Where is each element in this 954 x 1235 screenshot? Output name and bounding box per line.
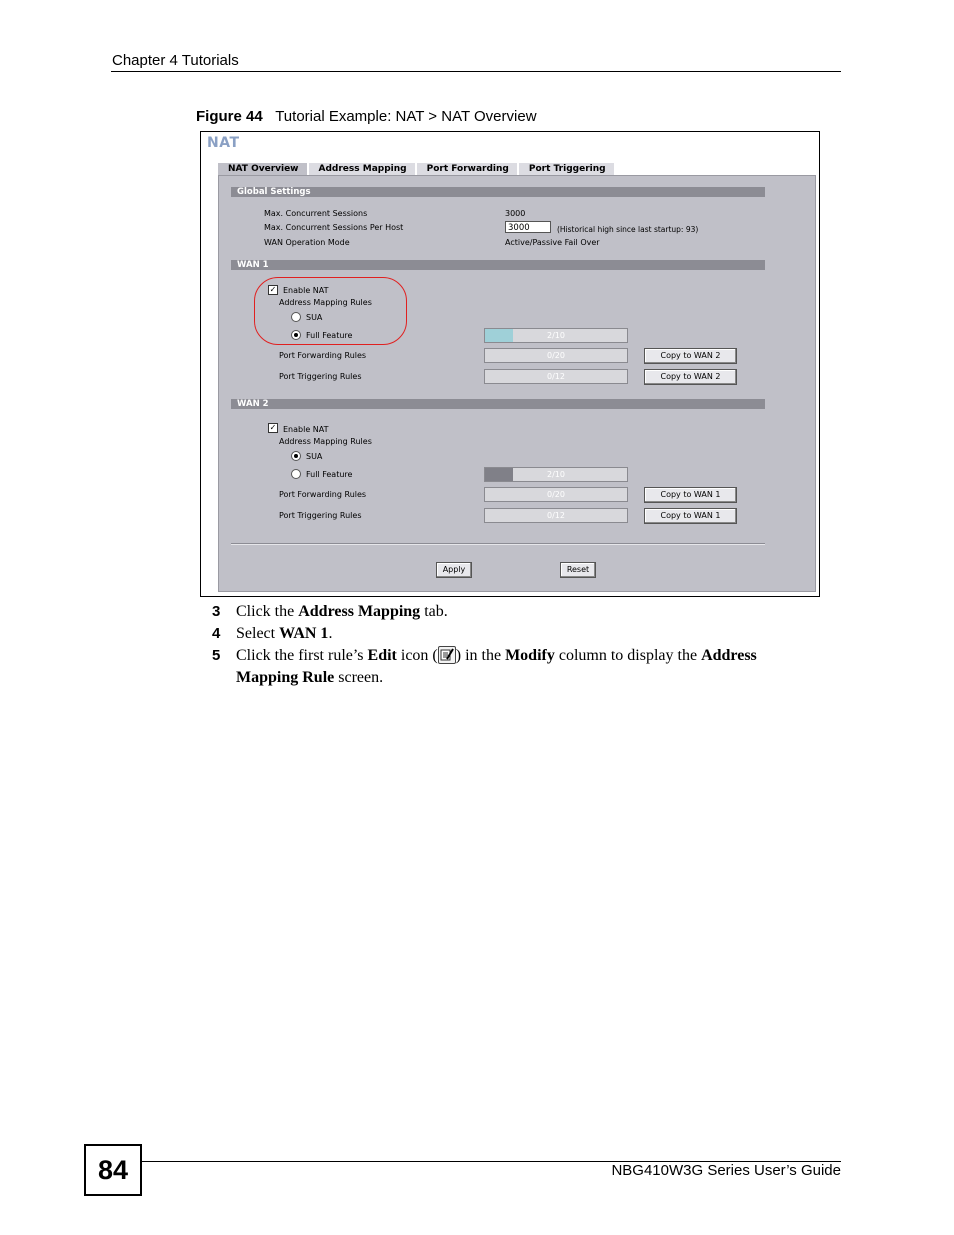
wan1-enable-nat-label: Enable NAT <box>283 286 329 295</box>
wan1-pt-usage: 0/12 <box>547 372 565 381</box>
tab-port-forwarding[interactable]: Port Forwarding <box>417 163 519 175</box>
step-text: icon ( <box>396 647 438 664</box>
step-bold: Modify <box>505 647 555 664</box>
step-4 <box>212 623 812 645</box>
wan1-pf-copy-button[interactable]: Copy to WAN 2 <box>644 348 737 364</box>
step-number: 3 <box>212 603 221 620</box>
tab-address-mapping[interactable]: Address Mapping <box>309 163 417 175</box>
step-number: 4 <box>212 625 221 642</box>
step-bold: Edit <box>367 647 397 664</box>
step-text: column to display the <box>554 647 702 664</box>
wan1-heading: WAN 1 <box>231 260 765 270</box>
wan1-pt-label: Port Triggering Rules <box>279 372 362 381</box>
wan-mode-value: Active/Passive Fail Over <box>505 238 600 247</box>
figure-title: Tutorial Example: NAT > NAT Overview <box>275 108 537 125</box>
wan2-full-feature-label: Full Feature <box>306 470 353 479</box>
wan1-full-feature-label: Full Feature <box>306 331 353 340</box>
wan-mode-label: WAN Operation Mode <box>264 238 350 247</box>
wan2-pt-usage: 0/12 <box>547 511 565 520</box>
step-text: screen. <box>334 669 384 686</box>
step-text: Click the first rule’s <box>236 647 368 664</box>
reset-button[interactable]: Reset <box>560 562 596 578</box>
wan1-sua-label: SUA <box>306 313 323 322</box>
wan2-sua-radio[interactable] <box>291 451 301 461</box>
tab-port-triggering[interactable]: Port Triggering <box>519 163 616 175</box>
wan1-pf-label: Port Forwarding Rules <box>279 351 367 360</box>
wan2-enable-nat-checkbox[interactable]: ✓ <box>269 423 277 432</box>
nat-screenshot <box>200 131 820 597</box>
step-text: Click the <box>236 603 299 620</box>
wan1-pf-usage: 0/20 <box>547 351 565 360</box>
wan2-pf-label: Port Forwarding Rules <box>279 490 367 499</box>
wan1-pt-copy-button[interactable]: Copy to WAN 2 <box>644 369 737 385</box>
edit-icon <box>438 646 456 664</box>
screen-title: NAT <box>207 135 240 151</box>
max-sessions-value: 3000 <box>505 209 526 218</box>
header-rule <box>111 71 841 72</box>
wan1-pt-usage-bar <box>484 369 628 384</box>
wan2-sua-label: SUA <box>306 452 323 461</box>
wan1-enable-nat-checkbox[interactable]: ✓ <box>269 285 277 294</box>
page-number: 84 <box>84 1144 142 1196</box>
wan1-pf-usage-bar <box>484 348 628 363</box>
global-settings-heading: Global Settings <box>231 187 765 197</box>
step-5 <box>212 645 812 689</box>
wan2-full-feature-radio[interactable] <box>291 469 301 479</box>
step-text: ) in the <box>455 647 506 664</box>
wan2-pt-copy-button[interactable]: Copy to WAN 1 <box>644 508 737 524</box>
per-host-label: Max. Concurrent Sessions Per Host <box>264 223 404 232</box>
apply-button[interactable]: Apply <box>436 562 472 578</box>
button-separator <box>231 543 765 545</box>
step-text: . <box>328 625 333 642</box>
per-host-input[interactable]: 3000 <box>505 221 551 233</box>
wan2-mapping-usage: 2/10 <box>547 470 565 479</box>
tab-nat-overview[interactable]: NAT Overview <box>218 163 309 175</box>
max-sessions-label: Max. Concurrent Sessions <box>264 209 368 218</box>
guide-title: NBG410W3G Series User’s Guide <box>611 1162 841 1179</box>
step-bold: Address Mapping <box>298 603 421 620</box>
step-bold: WAN 1 <box>279 625 329 642</box>
wan2-enable-nat-label: Enable NAT <box>283 425 329 434</box>
wan2-pf-copy-button[interactable]: Copy to WAN 1 <box>644 487 737 503</box>
wan2-mapping-label: Address Mapping Rules <box>279 437 372 446</box>
figure-caption <box>196 108 537 125</box>
wan2-mapping-usage-bar <box>484 467 628 482</box>
per-host-note: (Historical high since last startup: 93) <box>557 225 699 234</box>
wan1-mapping-label: Address Mapping Rules <box>279 298 372 307</box>
step-text: Select <box>236 625 280 642</box>
chapter-header: Chapter 4 Tutorials <box>112 52 239 69</box>
step-number: 5 <box>212 647 221 664</box>
wan2-heading: WAN 2 <box>231 399 765 409</box>
step-bold: Address Mapping Rule <box>236 647 757 686</box>
wan1-mapping-usage-bar <box>484 328 628 343</box>
step-text: tab. <box>420 603 448 620</box>
wan1-mapping-usage: 2/10 <box>547 331 565 340</box>
figure-number: Figure 44 <box>196 108 263 125</box>
wan2-pf-usage: 0/20 <box>547 490 565 499</box>
step-3 <box>212 601 812 623</box>
wan2-pf-usage-bar <box>484 487 628 502</box>
wan2-pt-label: Port Triggering Rules <box>279 511 362 520</box>
highlight-circle <box>254 277 407 345</box>
wan2-pt-usage-bar <box>484 508 628 523</box>
instruction-steps <box>212 601 812 689</box>
